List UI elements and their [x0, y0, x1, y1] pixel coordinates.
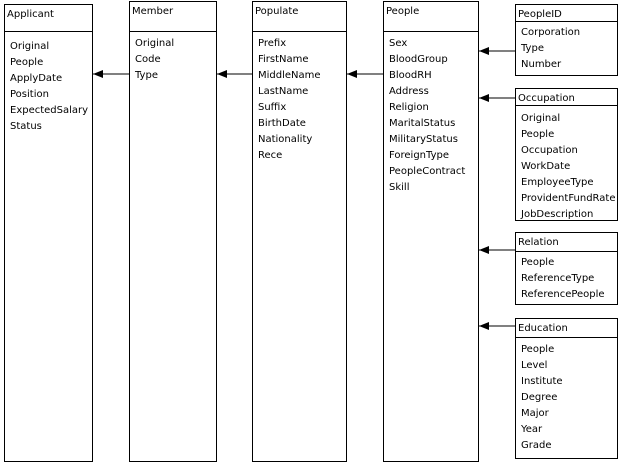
- attribute: PeopleContract: [389, 166, 466, 177]
- entity-populate-attributes: [258, 36, 321, 164]
- attribute: Degree: [521, 392, 558, 403]
- attribute: Type: [135, 70, 158, 81]
- attribute: Prefix: [258, 38, 287, 49]
- attribute: Address: [389, 86, 429, 97]
- attribute: BloodGroup: [389, 54, 448, 65]
- attribute: BirthDate: [258, 118, 306, 129]
- attribute: MaritalStatus: [389, 118, 456, 129]
- entity-education: [515, 318, 618, 459]
- entity-occupation-divider: [516, 105, 617, 106]
- attribute: Number: [521, 59, 562, 70]
- attribute: EmployeeType: [521, 177, 594, 188]
- entity-occupation-title: Occupation: [518, 93, 575, 104]
- attribute: Position: [10, 89, 49, 100]
- attribute: Year: [521, 424, 543, 435]
- attribute: Code: [135, 54, 161, 65]
- attribute: Rece: [258, 150, 283, 161]
- attribute: Nationality: [258, 134, 313, 145]
- entity-member: [129, 1, 217, 462]
- attribute: ReferencePeople: [521, 289, 605, 300]
- attribute: Corporation: [521, 27, 581, 38]
- attribute: BloodRH: [389, 70, 432, 81]
- attribute: Sex: [389, 38, 408, 49]
- entity-applicant-divider: [5, 31, 92, 32]
- attribute: Status: [10, 121, 42, 132]
- entity-occupation: [515, 88, 618, 221]
- attribute: MilitaryStatus: [389, 134, 458, 145]
- attribute: Suffix: [258, 102, 287, 113]
- entity-people-id-title: PeopleID: [518, 9, 562, 20]
- attribute: People: [10, 57, 44, 68]
- attribute: Original: [135, 38, 175, 49]
- entity-people-divider: [384, 31, 478, 32]
- attribute: Original: [10, 41, 50, 52]
- entity-people-title: People: [386, 6, 420, 17]
- attribute: Type: [521, 43, 544, 54]
- entity-member-divider: [130, 31, 216, 32]
- attribute: Grade: [521, 440, 552, 451]
- attribute: MiddleName: [258, 70, 321, 81]
- attribute: Level: [521, 360, 548, 371]
- entity-member-title: Member: [132, 6, 174, 17]
- attribute: ReferenceType: [521, 273, 595, 284]
- entity-education-attributes: [521, 342, 563, 454]
- entity-applicant-attributes: [10, 39, 88, 135]
- entity-people-attributes: [389, 36, 465, 196]
- entity-populate: [252, 1, 347, 462]
- entity-applicant-title: Applicant: [7, 9, 54, 20]
- entity-people: [383, 1, 479, 462]
- entity-people-id: [515, 4, 618, 76]
- attribute: ApplyDate: [10, 73, 63, 84]
- attribute: People: [521, 257, 555, 268]
- entity-education-divider: [516, 337, 617, 338]
- entity-people-id-attributes: [521, 25, 580, 73]
- entity-member-attributes: [135, 36, 174, 84]
- attribute: ExpectedSalary: [10, 105, 89, 116]
- attribute: LastName: [258, 86, 309, 97]
- attribute: Religion: [389, 102, 429, 113]
- entity-relation-title: Relation: [518, 237, 559, 248]
- attribute: WorkDate: [521, 161, 571, 172]
- attribute: ForeignType: [389, 150, 449, 161]
- attribute: Major: [521, 408, 549, 419]
- attribute: FirstName: [258, 54, 309, 65]
- entity-applicant: [4, 4, 93, 462]
- entity-people-id-divider: [516, 21, 617, 22]
- entity-relation-attributes: [521, 255, 605, 303]
- entity-occupation-attributes: [521, 111, 615, 223]
- entity-populate-divider: [253, 31, 346, 32]
- entity-relation: [515, 232, 618, 305]
- attribute: People: [521, 129, 555, 140]
- entity-education-title: Education: [518, 323, 568, 334]
- attribute: ProvidentFundRate: [521, 193, 616, 204]
- entity-relation-divider: [516, 251, 617, 252]
- attribute: JobDescription: [521, 209, 594, 220]
- attribute: People: [521, 344, 555, 355]
- attribute: Occupation: [521, 145, 578, 156]
- attribute: Institute: [521, 376, 563, 387]
- entity-populate-title: Populate: [255, 6, 299, 17]
- attribute: Original: [521, 113, 561, 124]
- attribute: Skill: [389, 182, 410, 193]
